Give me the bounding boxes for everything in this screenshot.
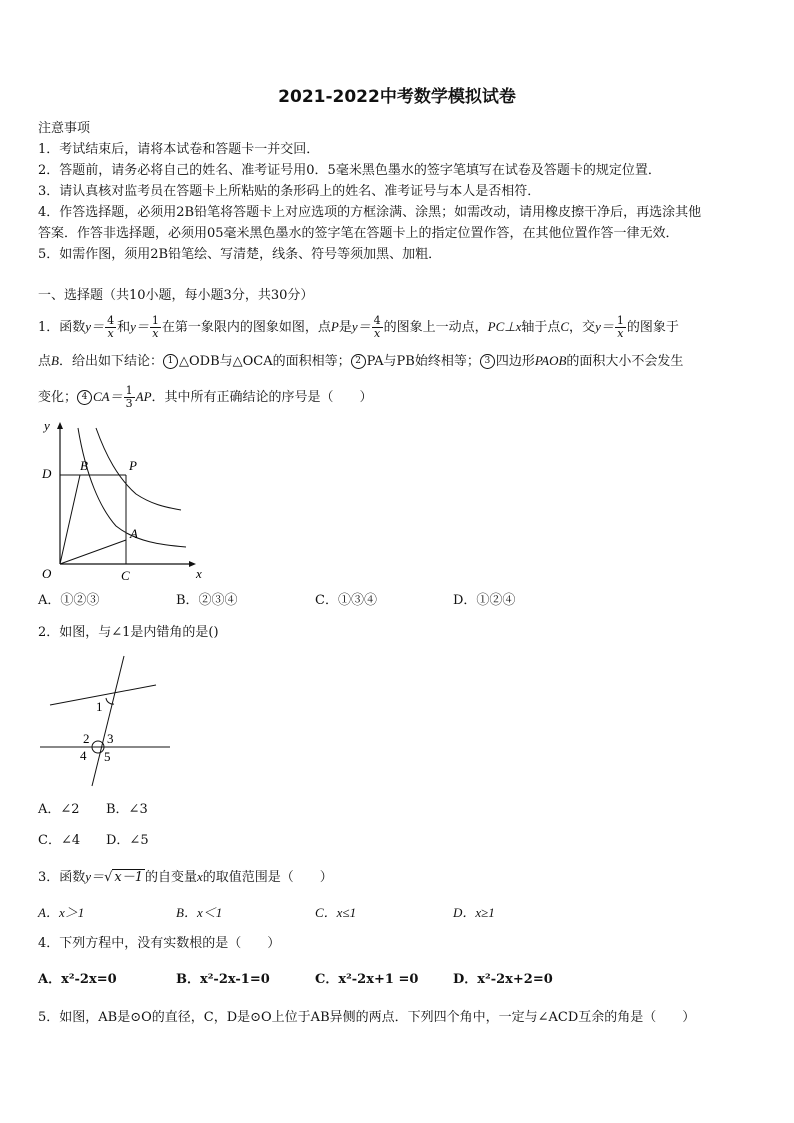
q4-option-a[interactable]: A．x²-2x=0 — [38, 972, 117, 987]
note-item-3: 3．请认真核对监考员在答题卡上所粘贴的条形码上的姓名、准考证号与本人是否相符． — [38, 184, 541, 199]
q3-stem — [38, 868, 333, 887]
q1-circle-4: 4 — [77, 390, 92, 405]
fig1-label-x: x — [196, 566, 202, 581]
q1-text-b: 和 — [117, 320, 131, 335]
q2-option-a[interactable]: A．∠2 — [38, 802, 80, 817]
q1-circle-2: 2 — [351, 354, 366, 369]
q4-option-d[interactable]: D．x²-2x+2=0 — [453, 972, 553, 987]
fig1-oa-line — [60, 540, 126, 564]
q1-frac-5-num: 1 — [125, 384, 133, 397]
q3-option-d[interactable]: D．x≥1 — [453, 905, 495, 920]
q1-frac-3-num: 4 — [373, 314, 381, 327]
q1-pc-perp: PC⊥x — [487, 319, 522, 334]
q1-text-c: 在第一象限内的图象如图，点 — [161, 320, 331, 335]
q3-option-c[interactable]: C．x≤1 — [315, 905, 357, 920]
note-item-4-cont: 答案．作答非选择题，必须用05毫米黑色墨水的签字笔在答题卡上的指定位置作答，在其他位置作答一律无效． — [38, 226, 679, 241]
note-item-4: 4．作答选择题，必须用2B铅笔将答题卡上对应选项的方框涂满、涂黑；如需改动，请用橡皮擦干净后，再选涂其他 — [38, 205, 702, 220]
q1-frac-2-num: 1 — [151, 314, 159, 327]
fig1-label-p: P — [129, 458, 137, 473]
fig2-label-5: 5 — [104, 749, 111, 764]
q1-text-f: 轴于点 — [521, 320, 561, 335]
q1-circle-3: 3 — [480, 354, 495, 369]
q1-quad-paob: PAOB — [534, 353, 567, 368]
q1-point-c: C — [560, 319, 570, 334]
q1-line2 — [38, 352, 683, 371]
fig1-curve-4x — [96, 428, 181, 510]
fig1-label-b: B — [80, 458, 88, 473]
fig1-y-arrow — [57, 422, 63, 429]
q3-text-b: 的自变量 — [144, 870, 197, 885]
q1-frac-5 — [124, 385, 135, 410]
fig1-label-y: y — [44, 418, 50, 433]
q3-text-a: 3．函数 — [38, 870, 86, 885]
q1-option-d[interactable]: D．①②④ — [453, 593, 516, 608]
q3-text-c: 的取值范围是（ ） — [202, 870, 333, 885]
notes-heading: 注意事项 — [38, 121, 91, 136]
q1-ca: CA＝ — [93, 389, 123, 404]
q1-result-1: △ODB与△OCA的面积相等； — [178, 354, 351, 369]
q1-text-a: 1．函数 — [38, 320, 86, 335]
fig2-upper-line — [50, 685, 156, 705]
page-title: 2021-2022中考数学模拟试卷 — [278, 87, 516, 107]
q1-frac-1-num: 4 — [107, 314, 115, 327]
fig2-label-1: 1 — [96, 699, 103, 714]
section-heading: 一、选择题（共10小题，每小题3分，共30分） — [38, 288, 314, 303]
q4-option-b[interactable]: B．x²-2x-1=0 — [176, 972, 270, 987]
q2-option-c[interactable]: C．∠4 — [38, 833, 81, 848]
q1-line3-a: 变化； — [38, 390, 78, 405]
fig2-transversal — [92, 656, 124, 786]
q1-option-b[interactable]: B．②③④ — [176, 593, 238, 608]
q1-result-3b: 的面积大小不会发生 — [566, 354, 684, 369]
q1-frac-3-den: x — [374, 327, 381, 340]
q4-stem: 4．下列方程中，没有实数根的是（ ） — [38, 936, 281, 951]
q1-text-h: 的图象于 — [626, 320, 679, 335]
note-item-5: 5．如需作图，须用2B铅笔绘、写清楚，线条、符号等须加黑、加粗． — [38, 247, 442, 262]
q1-point-p: P — [330, 319, 339, 334]
q1-frac-5-den: 3 — [125, 397, 133, 410]
q1-y4: y＝ — [595, 319, 614, 334]
fig2-label-4: 4 — [80, 748, 87, 763]
q3-option-a[interactable]: A．x＞1 — [38, 905, 85, 920]
q1-frac-4-num: 1 — [616, 314, 624, 327]
note-item-2: 2．答题前，请务必将自己的姓名、准考证号用0．5毫米黑色墨水的签字笔填写在试卷及答题卡的规定位置． — [38, 163, 661, 178]
q1-frac-1 — [105, 315, 116, 340]
q1-line3-b: ．其中所有正确结论的序号是（ ） — [151, 390, 373, 405]
q4-option-c[interactable]: C．x²-2x+1 =0 — [315, 972, 419, 987]
q3-x: x — [196, 869, 203, 884]
q1-line2-a: 点 — [38, 354, 52, 369]
q1-frac-4 — [615, 315, 626, 340]
q1-frac-1-den: x — [107, 327, 114, 340]
q2-figure — [36, 650, 176, 790]
fig1-label-d: D — [42, 466, 52, 481]
fig2-label-3: 3 — [107, 731, 114, 746]
q1-result-2: PA与PB始终相等； — [366, 354, 480, 369]
q1-frac-2 — [150, 315, 161, 340]
q1-y2: y＝ — [130, 319, 149, 334]
note-item-1: 1．考试结束后，请将本试卷和答题卡一并交回． — [38, 142, 320, 157]
q3-y: y＝ — [85, 869, 105, 884]
q2-stem: 2．如图，与∠1是内错角的是() — [38, 625, 219, 640]
q1-y1: y＝ — [85, 319, 105, 334]
q1-option-c[interactable]: C．①③④ — [315, 593, 377, 608]
fig1-label-a: A — [130, 526, 138, 541]
q1-point-b: B — [51, 353, 59, 368]
q1-ap: AP — [135, 389, 152, 404]
q1-frac-4-den: x — [617, 327, 624, 340]
q3-sqrt-sign: √ — [104, 870, 113, 885]
q2-option-b[interactable]: B．∠3 — [106, 802, 148, 817]
q1-text-g: ，交 — [569, 320, 596, 335]
q3-option-b[interactable]: B．x＜1 — [176, 905, 223, 920]
q1-circle-1: 1 — [163, 354, 178, 369]
q1-text-e: 的图象上一动点， — [383, 320, 488, 335]
q1-frac-2-den: x — [152, 327, 159, 340]
q2-option-d[interactable]: D．∠5 — [106, 833, 149, 848]
q1-frac-3 — [372, 315, 383, 340]
q1-line2-b: ．给出如下结论： — [58, 354, 163, 369]
q1-figure — [36, 416, 216, 586]
q5-stem: 5．如图，AB是⊙O的直径，C，D是⊙O上位于AB异侧的两点．下列四个角中，一定与∠ACD互余的角是（ ） — [38, 1010, 696, 1025]
fig1-label-c: C — [121, 568, 130, 583]
fig1-x-arrow — [189, 561, 196, 567]
q1-y3: y＝ — [351, 319, 371, 334]
q1-option-a[interactable]: A．①②③ — [38, 593, 100, 608]
fig2-label-2: 2 — [83, 731, 90, 746]
q3-radicand: x－1 — [114, 870, 143, 885]
fig1-label-o: O — [42, 566, 52, 581]
q1-line1 — [38, 312, 679, 342]
q1-result-3: 四边形 — [495, 354, 535, 369]
fig1-ob-line — [60, 475, 80, 564]
q1-text-d: 是 — [338, 320, 352, 335]
q1-line3 — [38, 382, 373, 413]
